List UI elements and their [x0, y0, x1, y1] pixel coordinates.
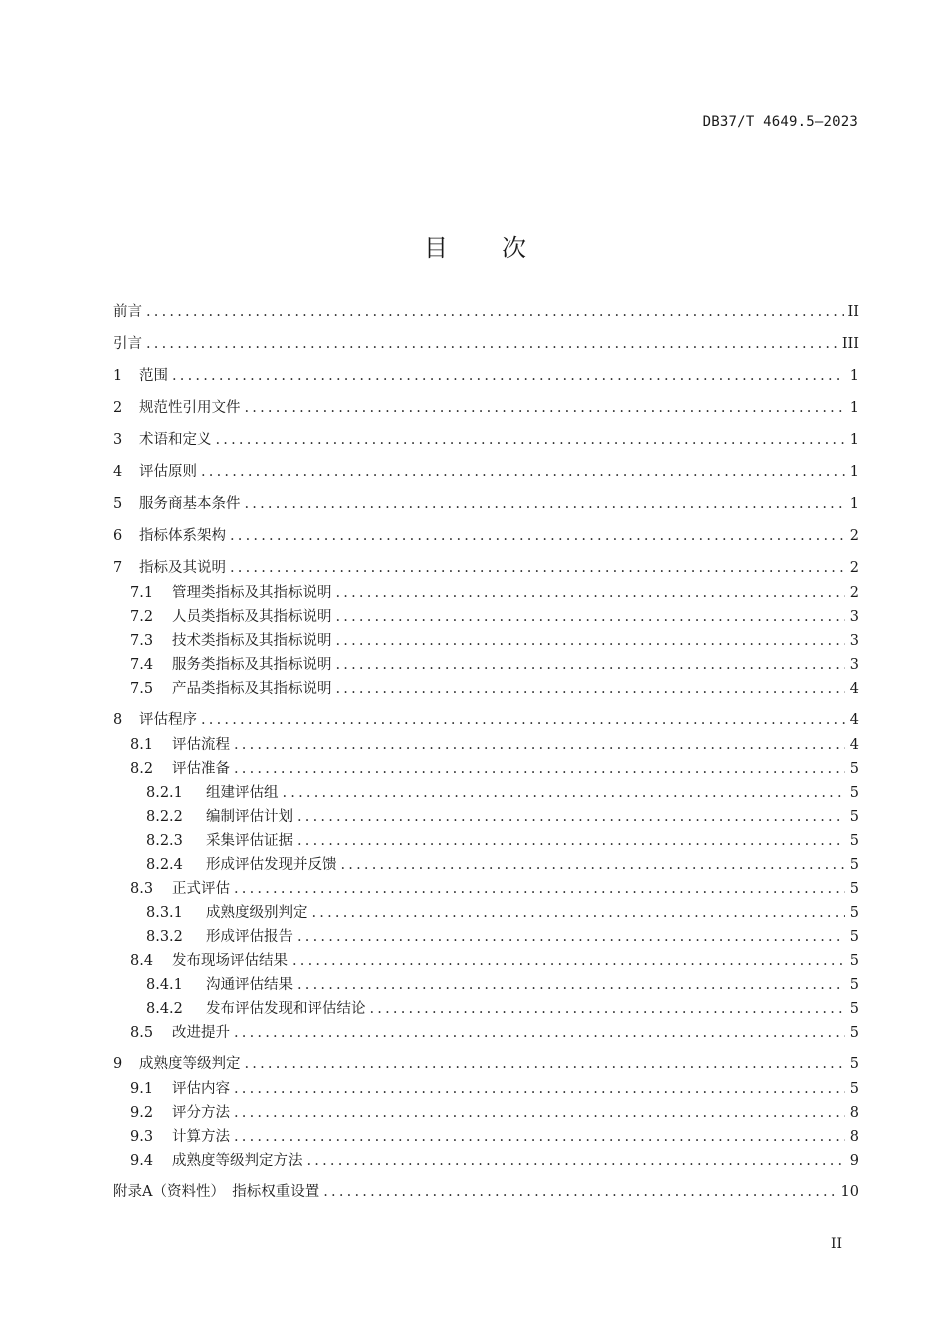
- toc-entry-label: 评估原则: [139, 464, 197, 480]
- toc-entry[interactable]: [113, 462, 859, 482]
- toc-leader-dots: [323, 1182, 836, 1202]
- toc-entry[interactable]: [113, 975, 859, 995]
- toc-entry[interactable]: [113, 951, 859, 971]
- toc-entry-page: 5: [849, 1025, 859, 1041]
- toc-leader-dots: [234, 879, 845, 899]
- toc-entry-label: 评估准备: [172, 761, 230, 777]
- toc-entry-label: 改进提升: [172, 1025, 230, 1041]
- toc-entry[interactable]: [113, 607, 859, 627]
- toc-entry-label: 引言: [113, 336, 142, 352]
- toc-leader-dots: [201, 462, 845, 482]
- toc-entry-page: 5: [849, 977, 859, 993]
- toc-entry-page: 5: [849, 929, 859, 945]
- toc-entry-page: 4: [849, 712, 859, 728]
- toc-entry-number: 6: [113, 528, 123, 544]
- toc-entry-number: 7: [113, 560, 123, 576]
- toc-leader-dots: [292, 951, 845, 971]
- toc-entry-page: 2: [849, 528, 859, 544]
- toc-entry-label: 范围: [139, 368, 168, 384]
- toc-leader-dots: [336, 655, 846, 675]
- toc-entry-number: 1: [113, 368, 123, 384]
- toc-leader-dots: [336, 631, 846, 651]
- toc-leader-dots: [234, 759, 845, 779]
- toc-entry-number: 7.5: [130, 681, 154, 697]
- page-number: II: [830, 1236, 842, 1252]
- toc-leader-dots: [297, 927, 845, 947]
- toc-entry-label: 形成评估报告: [206, 929, 293, 945]
- toc-leader-dots: [307, 1151, 846, 1171]
- toc-entry-label: 附录A（资料性） 指标权重设置: [113, 1184, 320, 1200]
- toc-entry-number: 9.1: [130, 1081, 154, 1097]
- toc-entry-number: 3: [113, 432, 123, 448]
- toc-entry-label: 发布现场评估结果: [172, 953, 288, 969]
- toc-entry-page: 1: [849, 400, 859, 416]
- toc-entry-label: 成熟度级别判定: [206, 905, 308, 921]
- toc-entry-page: 5: [849, 905, 859, 921]
- toc-entry-label: 评估程序: [139, 712, 197, 728]
- toc-entry-number: 9.4: [130, 1153, 154, 1169]
- toc-entry-number: 7.3: [130, 633, 154, 649]
- toc-entry-page: 10: [840, 1184, 859, 1200]
- toc-entry[interactable]: [113, 366, 859, 386]
- toc-entry[interactable]: [113, 807, 859, 827]
- toc-entry-page: III: [841, 336, 859, 352]
- toc-entry[interactable]: [113, 1079, 859, 1099]
- toc-leader-dots: [234, 735, 845, 755]
- toc-entry[interactable]: [113, 855, 859, 875]
- toc-entry-number: 8.4.2: [146, 1001, 183, 1017]
- toc-leader-dots: [341, 855, 846, 875]
- toc-entry[interactable]: [113, 655, 859, 675]
- toc-entry-page: 8: [849, 1105, 859, 1121]
- toc-entry-label: 评估流程: [172, 737, 230, 753]
- toc-entry-label: 术语和定义: [139, 432, 212, 448]
- toc-entry-label: 指标及其说明: [139, 560, 226, 576]
- toc-entry-number: 8.2.1: [146, 785, 183, 801]
- toc-entry-page: 4: [849, 737, 859, 753]
- toc-entry-number: 9.3: [130, 1129, 154, 1145]
- toc-entry[interactable]: [113, 679, 859, 699]
- toc-leader-dots: [234, 1103, 845, 1123]
- toc-entry[interactable]: [113, 1054, 859, 1074]
- toc-entry[interactable]: [113, 302, 859, 322]
- toc-leader-dots: [297, 975, 845, 995]
- toc-leader-dots: [234, 1079, 845, 1099]
- toc-entry-page: 3: [849, 609, 859, 625]
- toc-entry-label: 服务商基本条件: [139, 496, 241, 512]
- toc-entry-page: 5: [849, 953, 859, 969]
- toc-entry-page: 1: [849, 496, 859, 512]
- toc-entry[interactable]: [113, 583, 859, 603]
- toc-entry-number: 2: [113, 400, 123, 416]
- toc-entry-number: 8.3.1: [146, 905, 183, 921]
- toc-entry-label: 前言: [113, 304, 142, 320]
- toc-entry-label: 成熟度等级判定: [139, 1056, 241, 1072]
- toc-entry[interactable]: [113, 1023, 859, 1043]
- toc-leader-dots: [336, 583, 846, 603]
- toc-entry[interactable]: [113, 494, 859, 514]
- toc-entry-page: 4: [849, 681, 859, 697]
- toc-entry-page: 5: [849, 857, 859, 873]
- toc-leader-dots: [216, 430, 846, 450]
- toc-leader-dots: [245, 398, 846, 418]
- toc-leader-dots: [201, 710, 845, 730]
- toc-entry[interactable]: [113, 1103, 859, 1123]
- toc-leader-dots: [230, 558, 845, 578]
- toc-entry[interactable]: [113, 526, 859, 546]
- toc-entry-page: 5: [849, 761, 859, 777]
- toc-entry-page: 5: [849, 881, 859, 897]
- toc-entry-number: 8.3.2: [146, 929, 183, 945]
- toc-leader-dots: [146, 302, 844, 322]
- toc-entry-page: 1: [849, 432, 859, 448]
- toc-leader-dots: [312, 903, 846, 923]
- toc-leader-dots: [297, 807, 845, 827]
- toc-leader-dots: [245, 1054, 846, 1074]
- toc-entry[interactable]: [113, 831, 859, 851]
- toc-entry[interactable]: [113, 334, 859, 354]
- toc-entry-label: 人员类指标及其指标说明: [172, 609, 332, 625]
- toc-entry[interactable]: [113, 1127, 859, 1147]
- toc-entry-label: 产品类指标及其指标说明: [172, 681, 332, 697]
- toc-leader-dots: [234, 1023, 845, 1043]
- toc-entry-page: 3: [849, 657, 859, 673]
- toc-entry-number: 8.2.3: [146, 833, 183, 849]
- toc-entry[interactable]: [113, 735, 859, 755]
- toc-entry-page: II: [847, 304, 859, 320]
- toc-entry-label: 计算方法: [172, 1129, 230, 1145]
- toc-entry[interactable]: [113, 1151, 859, 1171]
- toc-entry[interactable]: [113, 430, 859, 450]
- toc-entry-page: 2: [849, 560, 859, 576]
- toc-entry-label: 编制评估计划: [206, 809, 293, 825]
- toc-leader-dots: [146, 334, 838, 354]
- toc-entry-page: 5: [849, 1081, 859, 1097]
- toc-entry-label: 正式评估: [172, 881, 230, 897]
- toc-entry-number: 8.4: [130, 953, 154, 969]
- toc-leader-dots: [234, 1127, 845, 1147]
- toc-entry[interactable]: [113, 903, 859, 923]
- toc-entry-number: 8.3: [130, 881, 154, 897]
- toc-leader-dots: [172, 366, 845, 386]
- toc-entry-page: 5: [849, 1056, 859, 1072]
- toc-entry-label: 组建评估组: [206, 785, 279, 801]
- toc-entry-page: 5: [849, 809, 859, 825]
- toc-entry-number: 8.2: [130, 761, 154, 777]
- toc-leader-dots: [283, 783, 846, 803]
- toc-entry-label: 成熟度等级判定方法: [172, 1153, 303, 1169]
- toc-entry-number: 9.2: [130, 1105, 154, 1121]
- toc-entry-label: 形成评估发现并反馈: [206, 857, 337, 873]
- toc-entry-number: 7.1: [130, 585, 154, 601]
- toc-entry-page: 9: [849, 1153, 859, 1169]
- toc-entry-number: 8.2.4: [146, 857, 183, 873]
- toc-entry-page: 3: [849, 633, 859, 649]
- toc-entry-number: 8.2.2: [146, 809, 183, 825]
- toc-entry-label: 采集评估证据: [206, 833, 293, 849]
- toc-entry-number: 4: [113, 464, 123, 480]
- toc-leader-dots: [336, 679, 846, 699]
- toc-entry-label: 管理类指标及其指标说明: [172, 585, 332, 601]
- toc-entry[interactable]: [113, 759, 859, 779]
- toc-entry-label: 指标体系架构: [139, 528, 226, 544]
- toc-entry-number: 8.5: [130, 1025, 154, 1041]
- toc-leader-dots: [336, 607, 846, 627]
- toc-entry[interactable]: [113, 1182, 859, 1202]
- toc-entry-number: 7.4: [130, 657, 154, 673]
- toc-entry-number: 8: [113, 712, 123, 728]
- toc-entry-number: 9: [113, 1056, 123, 1072]
- toc-entry[interactable]: [113, 558, 859, 578]
- toc-entry-number: 5: [113, 496, 123, 512]
- toc-leader-dots: [370, 999, 846, 1019]
- toc-entry[interactable]: [113, 398, 859, 418]
- toc-leader-dots: [230, 526, 845, 546]
- toc-entry-number: 8.1: [130, 737, 154, 753]
- toc-entry[interactable]: [113, 927, 859, 947]
- toc-entry-page: 5: [849, 785, 859, 801]
- toc-entry-number: 8.4.1: [146, 977, 183, 993]
- toc-entry-page: 5: [849, 1001, 859, 1017]
- toc-entry-page: 2: [849, 585, 859, 601]
- toc-leader-dots: [245, 494, 846, 514]
- toc-entry[interactable]: [113, 879, 859, 899]
- standard-code: DB37/T 4649.5—2023: [702, 114, 858, 130]
- toc-entry-label: 服务类指标及其指标说明: [172, 657, 332, 673]
- toc-entry-page: 8: [849, 1129, 859, 1145]
- toc-leader-dots: [297, 831, 845, 851]
- toc-entry[interactable]: [113, 631, 859, 651]
- toc-entry-label: 评估内容: [172, 1081, 230, 1097]
- toc-entry-label: 技术类指标及其指标说明: [172, 633, 332, 649]
- toc-entry[interactable]: [113, 783, 859, 803]
- page-title: 目次: [424, 234, 580, 262]
- toc-entry-number: 7.2: [130, 609, 154, 625]
- toc-entry-page: 1: [849, 464, 859, 480]
- toc-entry-page: 1: [849, 368, 859, 384]
- toc-entry[interactable]: [113, 710, 859, 730]
- toc-entry-page: 5: [849, 833, 859, 849]
- toc-entry[interactable]: [113, 999, 859, 1019]
- toc-entry-label: 沟通评估结果: [206, 977, 293, 993]
- toc-entry-label: 评分方法: [172, 1105, 230, 1121]
- toc-entry-label: 规范性引用文件: [139, 400, 241, 416]
- toc-entry-label: 发布评估发现和评估结论: [206, 1001, 366, 1017]
